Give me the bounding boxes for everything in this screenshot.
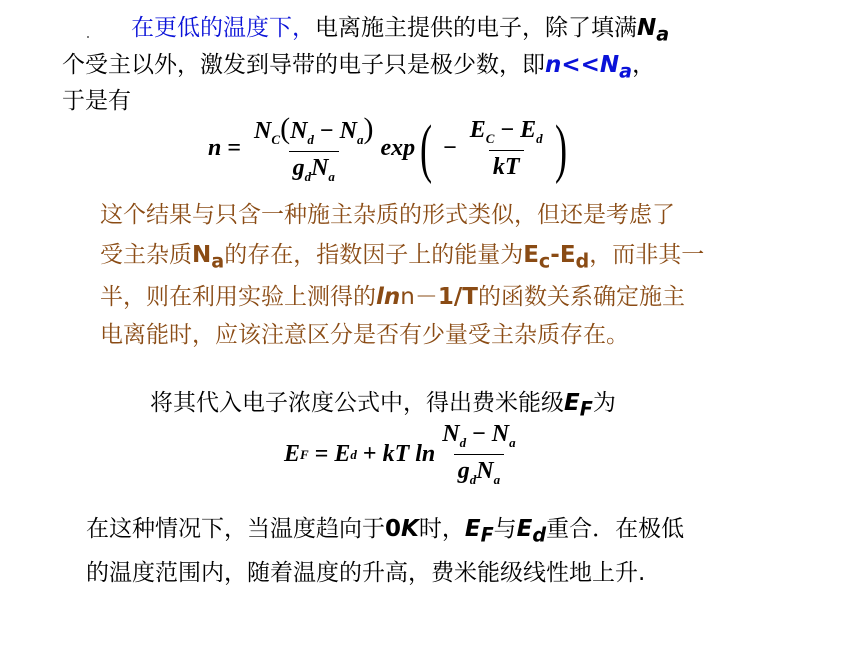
f1-neg: − <box>443 135 457 161</box>
f1-gd-sub: d <box>304 169 312 184</box>
para4-zero: 0 <box>385 516 402 542</box>
para2-Ed-sub: d <box>575 249 590 273</box>
para1-line3-text: 于是有 <box>62 88 131 114</box>
para2-l2-b: 的存在，指数因子上的能量为 <box>224 242 524 268</box>
f1-lhs: n <box>208 135 222 161</box>
para2-line4-text: 电离能时，应该注意区分是否有少量受主杂质存在。 <box>100 322 629 348</box>
para4-l1-d: 重合．在极低 <box>546 516 685 542</box>
para2-l2-c: ，而非其一 <box>589 242 705 268</box>
f2-Ed-sub: d <box>350 446 357 462</box>
f2-Nd: N <box>442 421 460 447</box>
para2-Ed: E <box>559 242 576 268</box>
f2-Na: N <box>491 421 510 447</box>
para2-l3-b: n－ <box>400 284 438 310</box>
f1-Na-sub: a <box>356 132 364 147</box>
para4-EF: E <box>464 516 481 542</box>
para2-Ec: E <box>523 242 539 268</box>
f1-NC: N <box>254 118 272 144</box>
f1-minus: − <box>319 118 334 144</box>
f2-ln: ln <box>415 441 436 467</box>
stray-dot <box>87 36 89 38</box>
para4-EF-sub: F <box>480 523 494 547</box>
f2-plus: + <box>362 441 377 467</box>
f2-E-sub: F <box>300 446 309 462</box>
para1-line2 <box>62 48 655 89</box>
para4-l1-a: 在这种情况下，当温度趋向于 <box>86 516 385 542</box>
para4-l1-c: 与 <box>493 516 517 542</box>
para4-l1-b: 时， <box>418 516 465 542</box>
f1-Nd-sub: d <box>307 132 314 147</box>
f1-fraction: $\frac{N_C(N_d - N_a)}{g_dN_a}$ <box>254 112 374 184</box>
f1-kT: kT <box>492 153 520 180</box>
formula-n: n = $\frac{N_C(N_d - N_a)}{g_dN_a}$ exp ( − $\frac{E_C - E_d}{kT}$ ) <box>208 111 567 185</box>
para3-EF-sub: F <box>579 397 593 421</box>
para2-line4 <box>100 318 629 352</box>
f1-Nd: N <box>290 118 308 144</box>
para1-condition-sub: a <box>619 59 633 83</box>
para2-l2-a: 受主杂质 <box>100 242 192 268</box>
para4-line2-text: 的温度范围内，随着温度的升高，费米能级线性地上升. <box>86 560 646 586</box>
para2-line3 <box>100 280 685 314</box>
f1-eq: = <box>227 135 242 161</box>
para1-line2-text: 个受主以外，激发到导带的电子只是极少数，即 <box>62 52 545 78</box>
f2-eq: = <box>314 441 329 467</box>
f1-gd: g <box>292 155 305 181</box>
f2-minus: − <box>472 421 486 447</box>
para2-ln: ln <box>376 284 401 310</box>
f1-Ec: E <box>469 116 486 143</box>
formula-EF <box>284 421 523 488</box>
f1-exp-fraction: $\frac{E_C - E_d}{kT}$ <box>469 116 543 180</box>
para2-Ec-sub: c <box>538 249 551 273</box>
f2-gd: g <box>457 458 470 484</box>
f2-fraction <box>438 421 519 488</box>
f1-Ec-sub: C <box>485 130 495 146</box>
para3-end: 为 <box>592 390 616 416</box>
para1-line2-end: ， <box>632 52 656 78</box>
f2-E: E <box>284 441 301 467</box>
para1-Na-sub: a <box>656 22 670 46</box>
f2-Ed: E <box>334 441 351 467</box>
para2-dash: - <box>550 242 560 268</box>
para4-Ed-sub: d <box>532 523 547 547</box>
f2-den-Na: N <box>476 458 494 484</box>
f1-Ed-sub: d <box>536 130 543 146</box>
para4-line1 <box>86 512 684 553</box>
f1-Na: N <box>339 118 357 144</box>
f1-NC-sub: C <box>271 132 281 147</box>
para2-Na: N <box>192 242 212 268</box>
para2-l3-d: 的函数关系确定施主 <box>477 284 685 310</box>
para1-line3 <box>62 84 131 118</box>
para1-blue-phrase: 在更低的温度下， <box>131 15 315 41</box>
f2-gd-sub: d <box>469 472 477 487</box>
para2-1overT: 1/T <box>437 284 478 310</box>
f2-Nd-sub: d <box>459 435 467 450</box>
para3-EF: E <box>564 390 580 416</box>
para1-Na: N <box>637 15 657 41</box>
f1-den-Na-sub: a <box>328 169 335 184</box>
f2-den-Na-sub: a <box>493 472 501 487</box>
para1-line1 <box>131 11 669 52</box>
para2-Na-sub: a <box>211 249 225 273</box>
para4-Ed: E <box>516 516 533 542</box>
para4-line2 <box>86 556 645 590</box>
f1-den-Na: N <box>311 155 329 181</box>
para2-line1-text: 这个结果与只含一种施主杂质的形式类似，但还是考虑了 <box>100 202 675 228</box>
para2-line1 <box>100 198 675 232</box>
para1-condition: n<<N <box>545 52 620 78</box>
para3-text: 将其代入电子浓度公式中，得出费米能级 <box>150 390 564 416</box>
f2-kT: kT <box>382 441 410 467</box>
f1-Ed: E <box>520 116 537 143</box>
para1-line1-text: 电离施主提供的电子，除了填满 <box>315 15 637 41</box>
para2-l3-a: 半，则在利用实验上测得的 <box>100 284 376 310</box>
para4-K: K <box>401 516 419 542</box>
para2-line2 <box>100 238 704 279</box>
f1-exp: exp <box>380 135 416 161</box>
f2-Na-sub: a <box>509 435 516 450</box>
